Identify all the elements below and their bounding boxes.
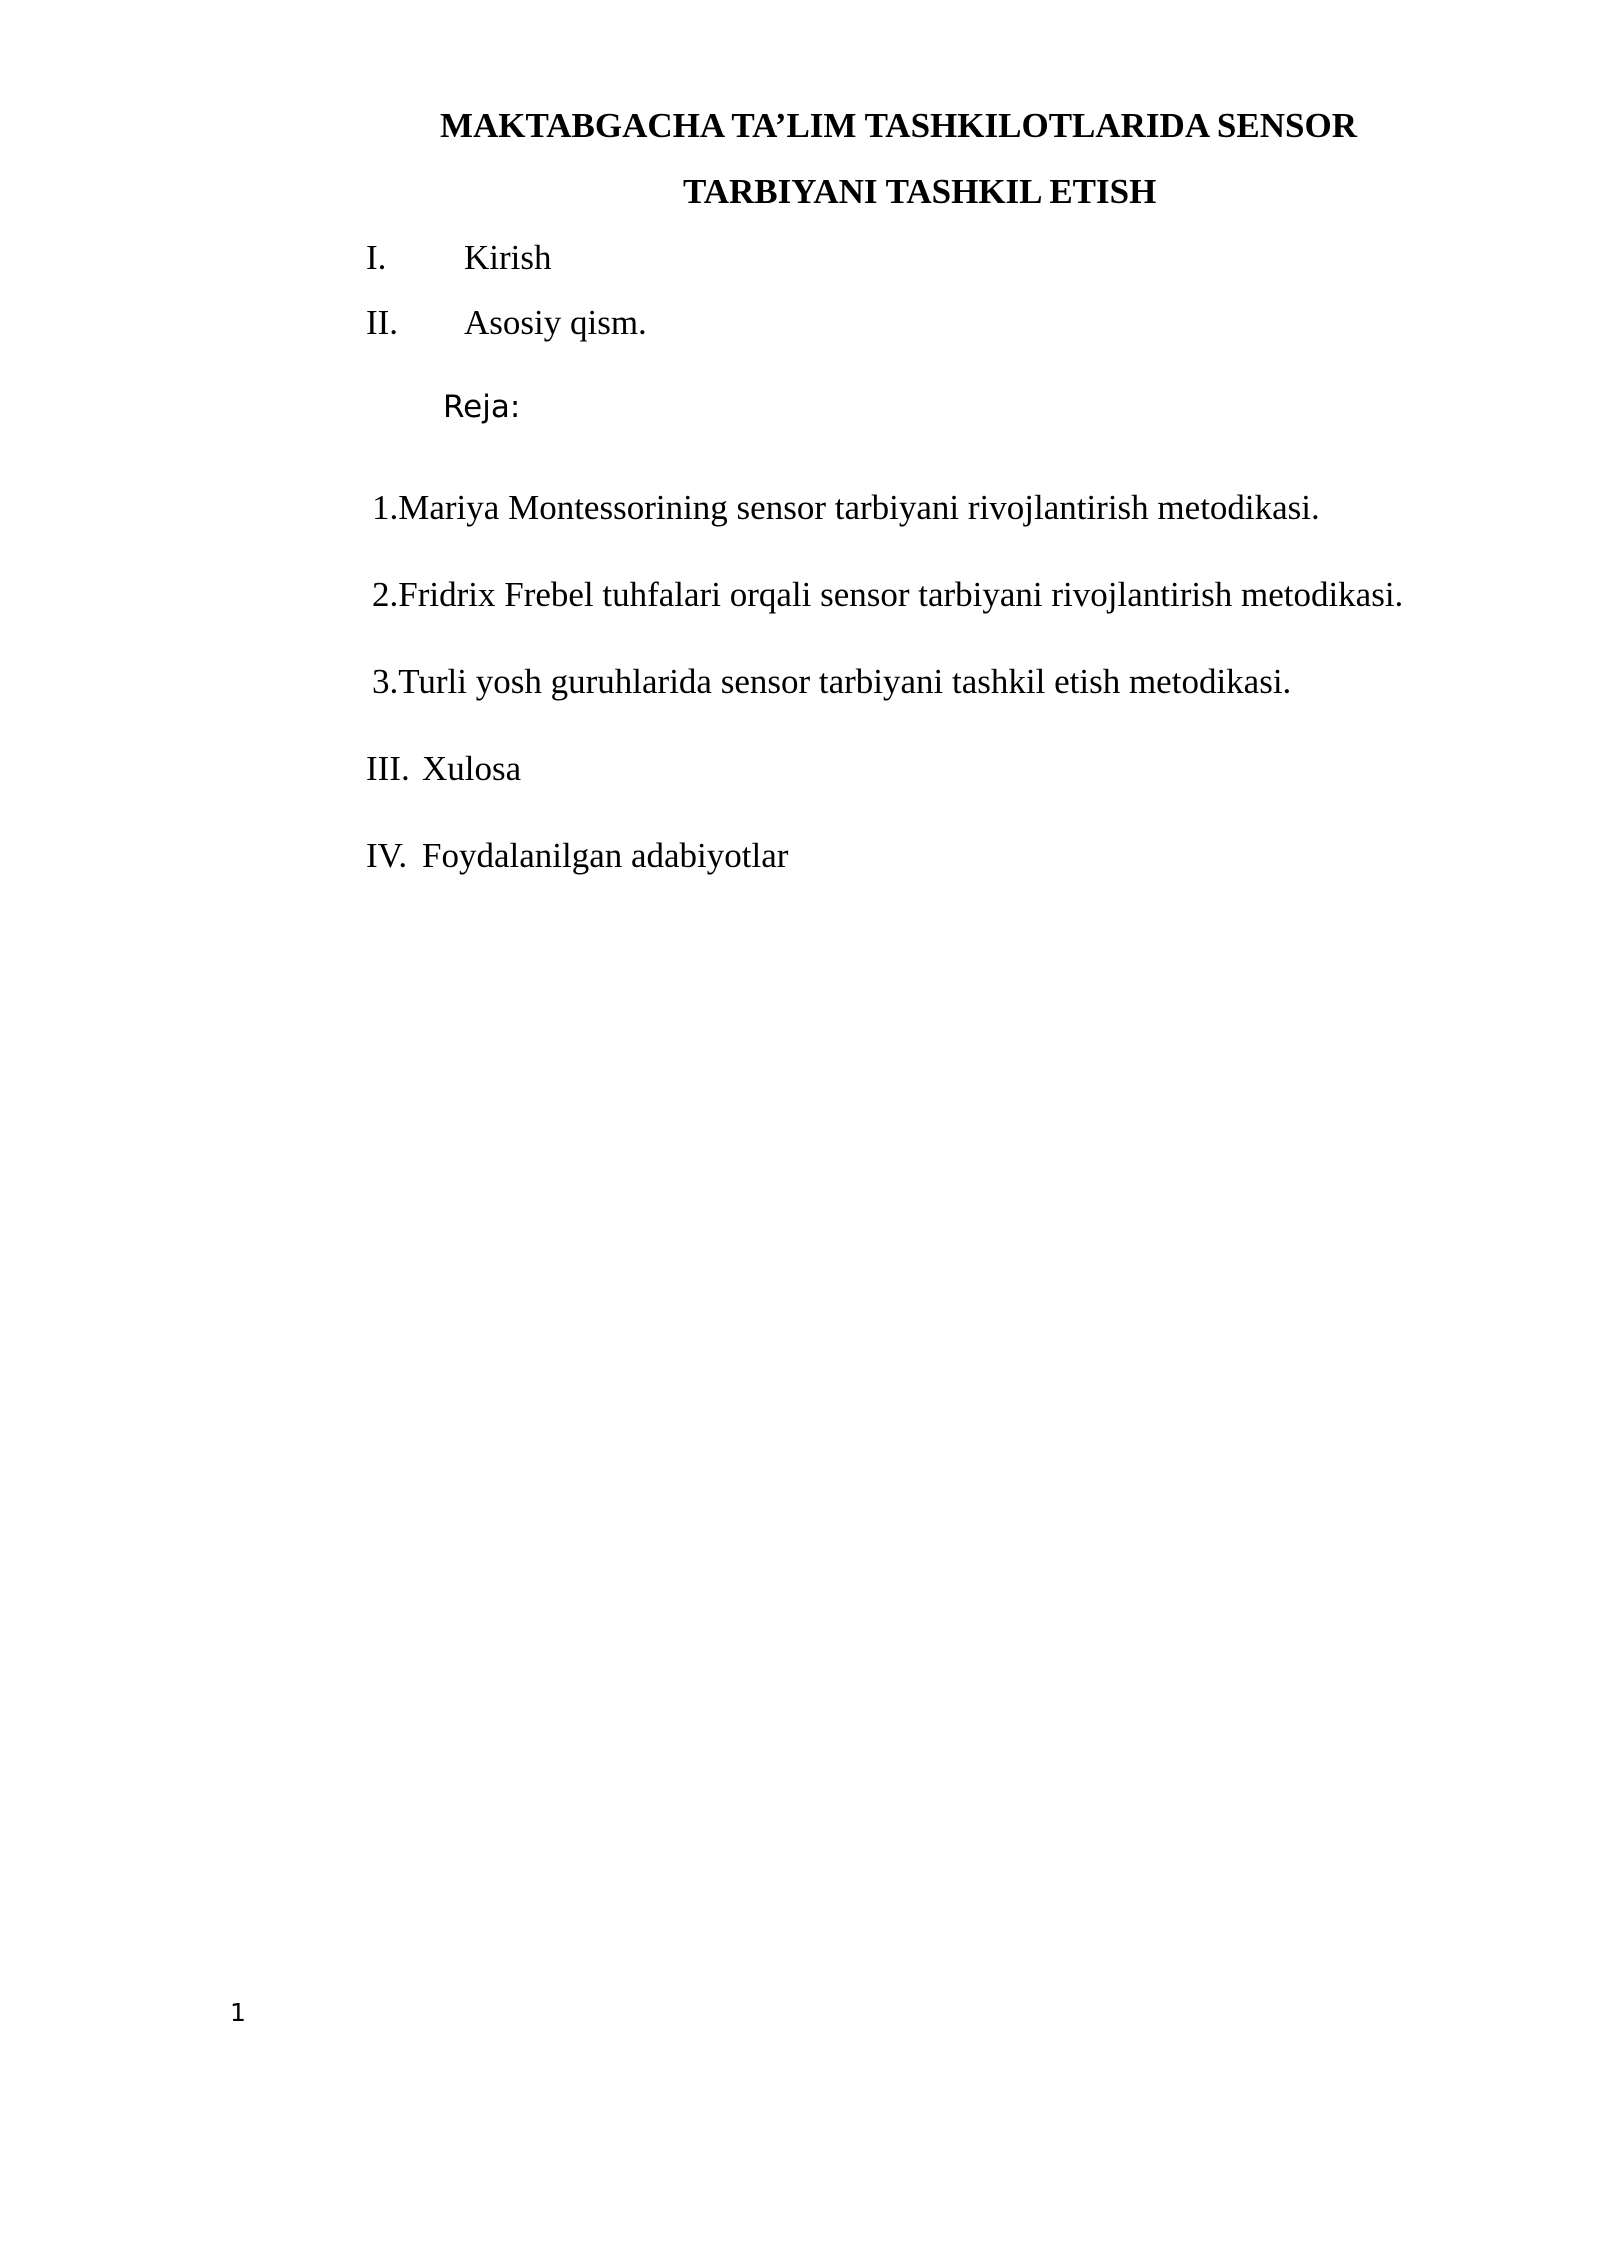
section-numeral: I. bbox=[366, 238, 387, 277]
section-text: Kirish bbox=[464, 238, 552, 277]
section-text: Asosiy qism. bbox=[464, 303, 647, 342]
section-numeral: III. bbox=[366, 749, 410, 788]
plan-heading: Reja: bbox=[443, 389, 521, 425]
plan-item: 2.Fridrix Frebel tuhfalari orqali sensor tarbiyani rivojlantirish metodikasi. bbox=[372, 575, 1404, 614]
plan-item: 1.Mariya Montessorining sensor tarbiyani rivojlantirish metodikasi. bbox=[372, 488, 1320, 527]
document-title-line-2: TARBIYANI TASHKIL ETISH bbox=[683, 172, 1157, 211]
document-title-line-1: MAKTABGACHA TA’LIM TASHKILOTLARIDA SENSOR bbox=[440, 106, 1357, 145]
section-numeral: II. bbox=[366, 303, 399, 342]
plan-item: 3.Turli yosh guruhlarida sensor tarbiyani tashkil etish metodikasi. bbox=[372, 662, 1292, 701]
section-numeral: IV. bbox=[366, 836, 408, 875]
page-number: 1 bbox=[230, 1998, 246, 2027]
section-text: Foydalanilgan adabiyotlar bbox=[422, 836, 789, 875]
section-text: Xulosa bbox=[422, 749, 522, 788]
